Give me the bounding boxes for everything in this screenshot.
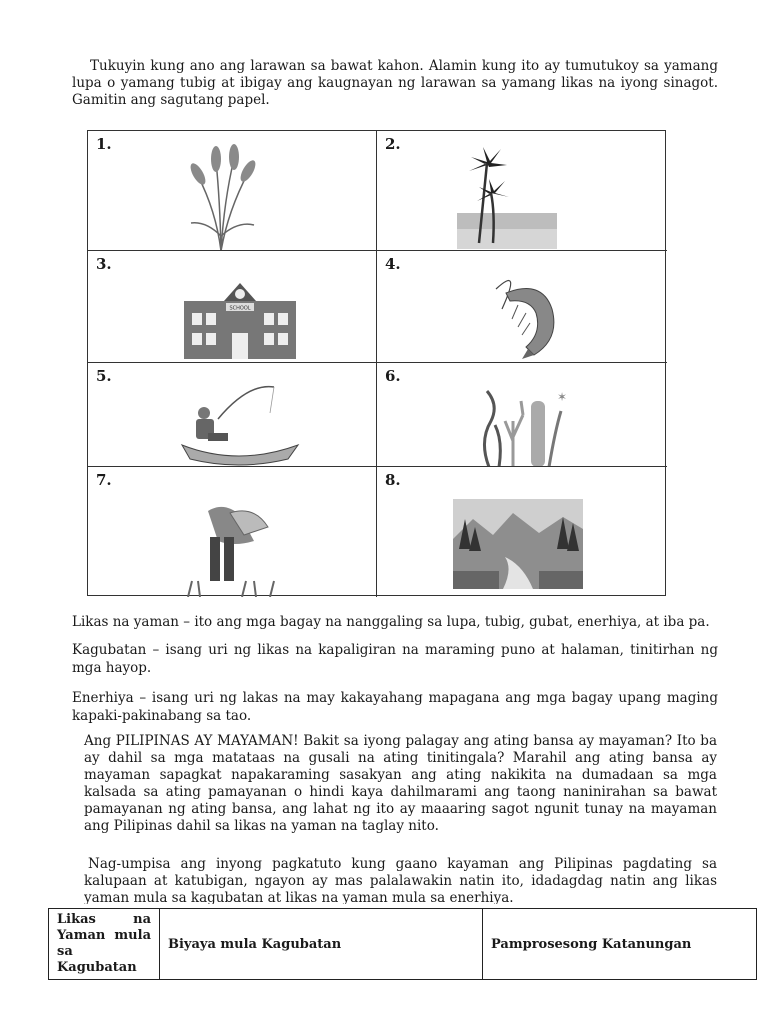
coral-seaweed-icon xyxy=(469,381,569,467)
table-row xyxy=(49,909,757,980)
cell-number: 7. xyxy=(96,471,112,489)
grid-cell-1 xyxy=(88,131,377,251)
picture-grid xyxy=(87,130,666,596)
farmer-planting-icon xyxy=(184,501,284,597)
svg-text:✶: ✶ xyxy=(557,390,568,404)
grid-cell-3 xyxy=(88,251,377,363)
grid-cell-2 xyxy=(377,131,667,251)
grid-cell-6 xyxy=(377,363,667,467)
school-sign: SCHOOL xyxy=(229,305,251,312)
table-header-pamprosesong: Pamprosesong Katanungan xyxy=(483,909,757,980)
definition-enerhiya: Enerhiya – isang uri ng lakas na may kakayahang mapagana ang mga bagay upang maging kapaki-pakinabang sa tao. xyxy=(72,690,718,724)
cell-number: 8. xyxy=(385,471,401,489)
instructions-paragraph: Tukuyin kung ano ang larawan sa bawat kahon. Alamin kung ito ay tumutukoy sa yamang lupa o yamang tubig at ibigay ang kaugnayan ng larawan sa yamang likas na iyong sinagot. Gamitin ang sagutang papel. xyxy=(72,58,718,108)
cell-number: 3. xyxy=(96,255,112,273)
grid-cell-5 xyxy=(88,363,377,467)
school-building-icon xyxy=(180,273,300,361)
paragraph-pilipinas-mayaman: Ang PILIPINAS AY MAYAMAN! Bakit sa iyong palagay ang ating bansa ay mayaman? Ito ba ay dahil sa mga matataas na gusali na ating tinitingala? Marahil ang ating bansa ay mayaman sapagkat napakaraming sasakyan ang ating nakikita na dumadaan sa mga kalsada sa ating pamayanan o hindi kaya dahilmarami ang taong naninirahan sa bawat pamayanan ng ating bansa, ang lahat ng ito ay maaaring sagot ngunit tunay na mayaman ang Pilipinas dahil sa likas na yaman na taglay nito. xyxy=(84,733,717,834)
palm-trees-icon xyxy=(457,143,557,249)
cell-number: 4. xyxy=(385,255,401,273)
cell-number: 5. xyxy=(96,367,112,385)
definition-kagubatan: Kagubatan – isang uri ng likas na kapaligiran na maraming puno at halaman, tinitirhan ng mga hayop. xyxy=(72,642,718,676)
definition-likas-na-yaman: Likas na yaman – ito ang mga bagay na nanggaling sa lupa, tubig, gubat, enerhiya, at iba pa. xyxy=(72,614,710,630)
cell-number: 2. xyxy=(385,135,401,153)
likas-yaman-table xyxy=(48,908,757,980)
table-header-biyaya: Biyaya mula Kagubatan xyxy=(160,909,483,980)
cell-number: 1. xyxy=(96,135,112,153)
cell-number: 6. xyxy=(385,367,401,385)
grid-cell-4 xyxy=(377,251,667,363)
grid-cell-7 xyxy=(88,467,377,597)
shrimp-icon xyxy=(482,269,572,361)
fisherman-boat-icon xyxy=(178,383,308,467)
wheat-icon xyxy=(176,141,266,251)
forest-river-landscape-icon xyxy=(453,499,583,589)
grid-cell-8 xyxy=(377,467,667,597)
table-header-likas-yaman: Likas na Yaman mula sa Kagubatan xyxy=(49,909,160,980)
paragraph-pagkatuto: Nag-umpisa ang inyong pagkatuto kung gaano kayaman ang Pilipinas pagdating sa kalupaan at katubigan, ngayon ay mas palalawakin natin ito, idadagdag natin ang likas yaman mula sa kagubatan at likas na yaman mula sa enerhiya. xyxy=(84,856,717,904)
